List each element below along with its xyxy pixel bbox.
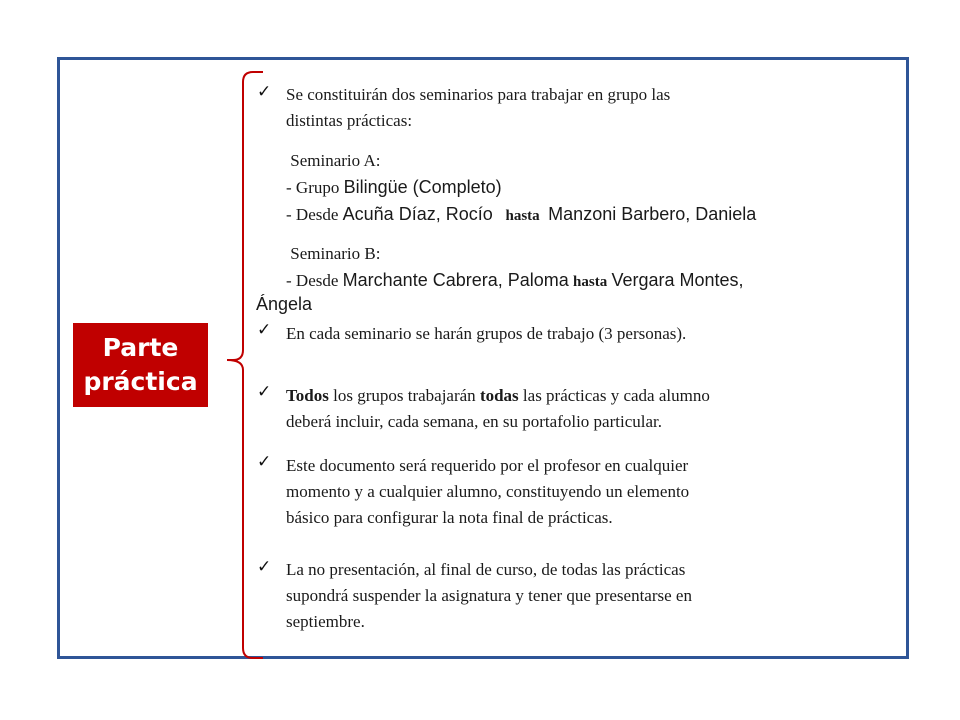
bullet-5-line3: septiembre. (286, 612, 365, 631)
seminar-a-group-line (286, 174, 756, 201)
bullet-4-line2: momento y a cualquier alumno, constituyendo un elemento (286, 482, 690, 501)
bullet-3-line2: deberá incluir, cada semana, en su portafolio particular. (286, 412, 662, 431)
seminar-b-range-to: Vergara Montes, (611, 270, 744, 290)
seminar-b-range-word: hasta (573, 274, 608, 290)
bullet-1-line2: distintas prácticas: (286, 111, 413, 130)
check-icon: ✓ (257, 452, 272, 472)
section-label (73, 323, 208, 407)
seminar-a-title-line (286, 148, 756, 174)
check-icon: ✓ (257, 557, 272, 577)
bullet-2-line1: En cada seminario se harán grupos de trabajo (3 personas). (286, 324, 687, 343)
seminar-b-range-line (286, 267, 744, 295)
bullet-4-line3: básico para configurar la nota final de prácticas. (286, 508, 613, 527)
seminar-a-range-from: Acuña Díaz, Rocío (342, 204, 493, 224)
bullet-5 (286, 557, 692, 635)
seminar-b-range-from: Marchante Cabrera, Paloma (342, 270, 569, 290)
bullet-3-mid2: las prácticas y cada alumno (518, 386, 710, 405)
seminar-a-range-line (286, 201, 756, 229)
bullet-1 (286, 82, 670, 134)
bullet-4-line1: Este documento será requerido por el profesor en cualquier (286, 456, 689, 475)
seminar-b-title-line (286, 241, 744, 267)
bullet-2 (286, 321, 686, 347)
seminar-a-group-name: Bilingüe (Completo) (343, 177, 502, 197)
seminar-b (286, 241, 744, 295)
check-icon: ✓ (257, 320, 272, 340)
check-icon: ✓ (257, 82, 272, 102)
section-label-line1: Parte (102, 333, 179, 362)
bullet-1-line1: Se constituirán dos seminarios para trabajar en grupo las (286, 85, 671, 104)
bullet-3-mid1: los grupos trabajarán (328, 386, 480, 405)
seminar-a-range-prefix: - Desde (286, 205, 343, 224)
bullet-5-line2: supondrá suspender la asignatura y tener que presentarse en (286, 586, 692, 605)
bullet-3 (286, 383, 710, 435)
seminar-b-range-continued (256, 291, 312, 318)
check-icon: ✓ (257, 382, 272, 402)
section-label-line2: práctica (83, 367, 198, 396)
seminar-a-range-to: Manzoni Barbero, Daniela (548, 204, 757, 224)
bullet-4 (286, 453, 689, 531)
seminar-a-title: Seminario A: (290, 151, 381, 170)
seminar-b-title: Seminario B: (290, 244, 381, 263)
seminar-a-group-prefix: - Grupo (286, 178, 344, 197)
bullet-5-line1: La no presentación, al final de curso, de todas las prácticas (286, 560, 686, 579)
bullet-3-bold2: todas (479, 386, 519, 405)
seminar-b-range-prefix: - Desde (286, 271, 343, 290)
seminar-a (286, 148, 756, 229)
seminar-a-range-word: hasta (505, 208, 540, 224)
seminar-b-range-to-cont: Ángela (256, 294, 313, 314)
bullet-3-bold1: Todos (286, 386, 329, 405)
bullet-3-line1 (286, 383, 710, 409)
